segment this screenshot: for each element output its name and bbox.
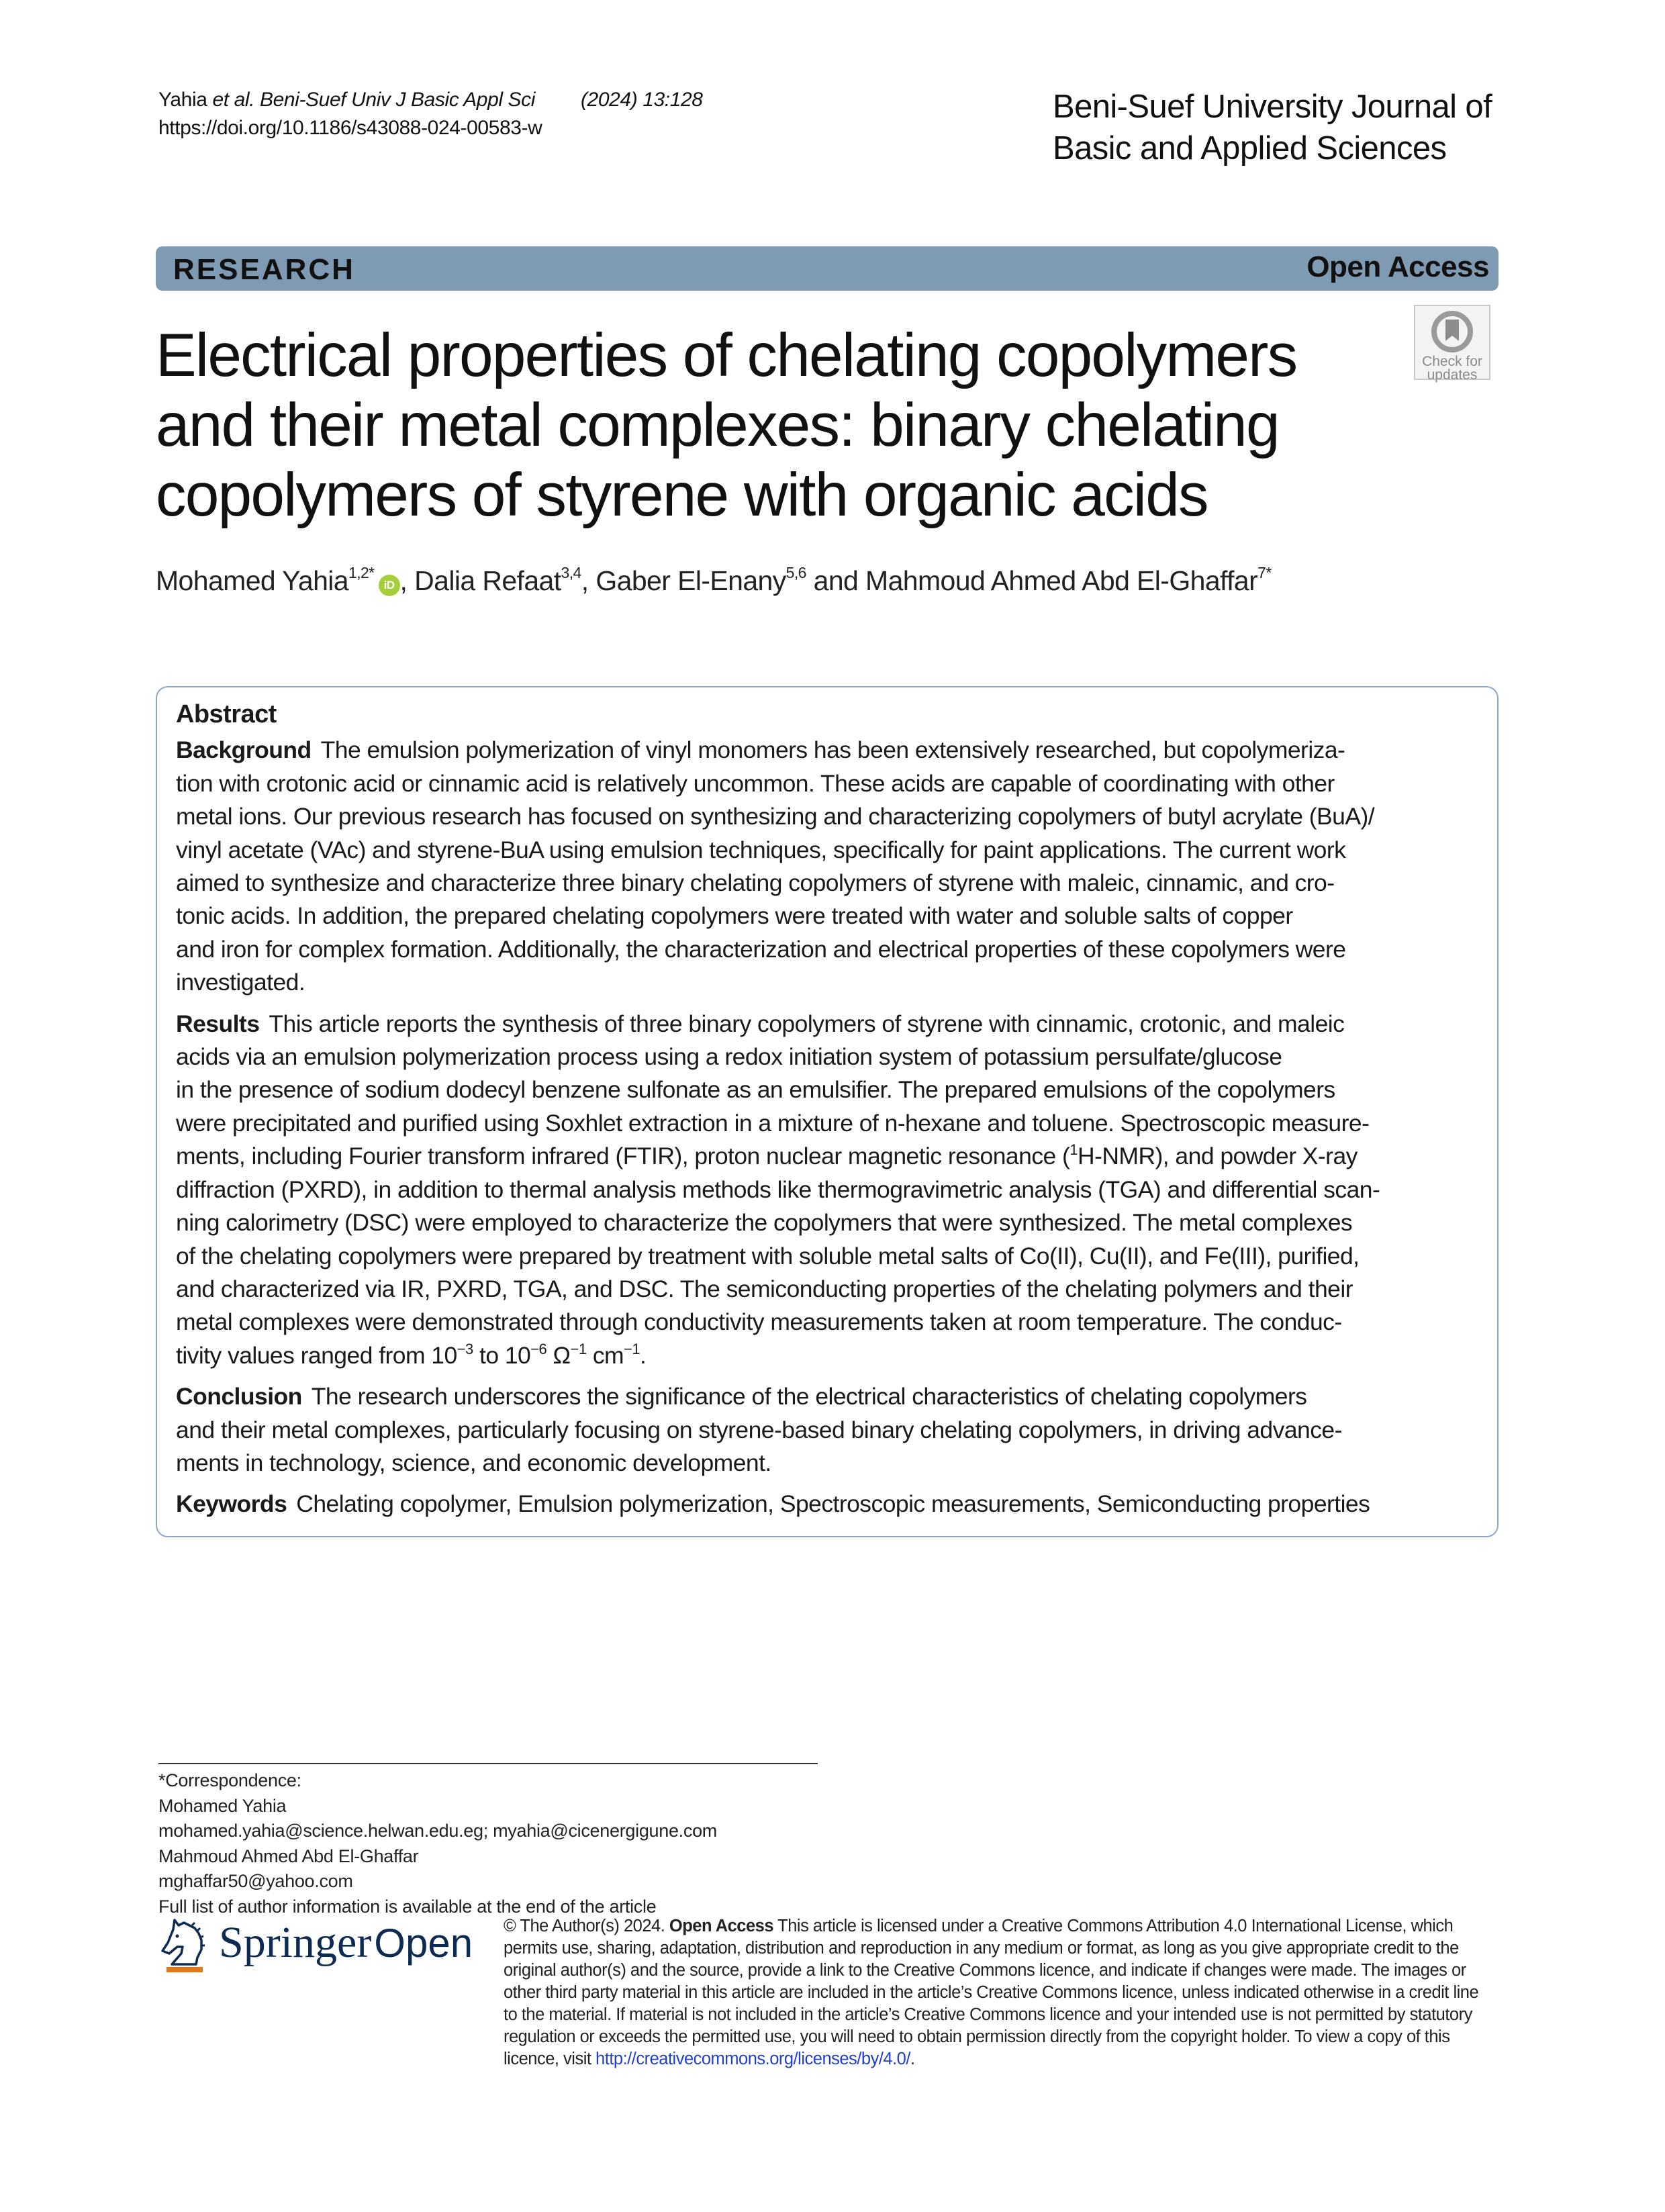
correspondent-email[interactable]: mghaffar50@yahoo.com (158, 1871, 353, 1891)
footnote-divider (158, 1763, 818, 1764)
text-line: and iron for complex formation. Additionally, the characterization and electrical properties of these copolymers were (176, 935, 1346, 963)
section-label: Keywords (176, 1490, 287, 1518)
text-span: This article reports the synthesis of three binary copolymers of styrene with cinnamic, crotonic, and maleic (269, 1010, 1345, 1037)
abstract-heading: Abstract (176, 700, 277, 728)
journal-name-line1: Beni-Suef University Journal of (1053, 89, 1492, 125)
superscript: −6 (530, 1340, 547, 1357)
separator: , (399, 565, 415, 596)
text-line: were precipitated and purified using Soxhlet extraction in a mixture of n-hexane and toluene. Spectroscopic measure- (176, 1109, 1370, 1137)
orcid-icon[interactable]: iD (379, 575, 400, 596)
license-line: to the material. If material is not included in the article’s Creative Commons licence and your intended use is not permitted by statutory (504, 2005, 1472, 2024)
license-text: This article is licensed under a Creative Commons Attribution 4.0 International License, which (777, 1917, 1454, 1935)
crossmark-icon (1431, 310, 1474, 353)
author-name[interactable]: Dalia Refaat (414, 565, 561, 596)
author-name[interactable]: Gaber El-Enany (596, 565, 786, 596)
superscript: −1 (570, 1340, 587, 1357)
journal-name (1053, 86, 1523, 169)
superscript: 1 (1069, 1141, 1078, 1159)
text-line (176, 1008, 1478, 1041)
citation-volume: (2024) 13:128 (580, 89, 703, 111)
text-line: investigated. (176, 969, 305, 996)
text-line (176, 1380, 1478, 1413)
text-span: ments, including Fourier transform infrared (FTIR), proton nuclear magnetic resonance ( (176, 1143, 1070, 1170)
license-line: permits use, sharing, adaptation, distribution and reproduction in any medium or format, as long as you give appropriate credit to the (504, 1939, 1459, 1958)
publisher-name: Springer (219, 1918, 372, 1967)
abstract-conclusion (176, 1380, 1478, 1480)
text-line: and their metal complexes, particularly focusing on styrene-based binary chelating copolymers, in driving advance- (176, 1416, 1342, 1443)
superscript: −1 (624, 1340, 640, 1357)
abstract-results (176, 1008, 1478, 1372)
text-span: tivity values ranged from 10 (176, 1341, 457, 1369)
text-line: diffraction (PXRD), in addition to thermal analysis methods like thermogravimetric analysis (TGA) and differential scan- (176, 1175, 1380, 1203)
open-access-label: Open Access (1306, 250, 1489, 283)
text-span: to 10 (473, 1341, 531, 1369)
author-affiliation: 3,4 (561, 564, 581, 581)
license-line: original author(s) and the source, provide a link to the Creative Commons licence, and indicate if changes were made. The images or (504, 1961, 1466, 1980)
citation-header (158, 86, 703, 142)
separator: and (806, 565, 866, 596)
title-line: Electrical properties of chelating copolymers (156, 322, 1297, 389)
separator: , (581, 565, 596, 596)
author-affiliation: 5,6 (786, 564, 806, 581)
text-span: H-NMR), and powder X-ray (1077, 1143, 1358, 1170)
superscript: −3 (457, 1340, 473, 1357)
abstract-content (176, 698, 1478, 1529)
license-text: . (910, 2050, 915, 2068)
author-list (156, 565, 1272, 597)
text-line: of the chelating copolymers were prepared by treatment with soluble metal salts of Co(II), Cu(II), and Fe(III), purified, (176, 1242, 1360, 1269)
article-type-label: RESEARCH (173, 253, 355, 286)
text-line: vinyl acetate (VAc) and styrene-BuA using emulsion techniques, specifically for paint applications. The current work (176, 836, 1346, 863)
text-line: in the presence of sodium dodecyl benzene sulfonate as an emulsifier. The prepared emulsions of the copolymers (176, 1076, 1335, 1104)
doi-link[interactable]: https://doi.org/10.1186/s43088-024-00583-w (158, 117, 542, 139)
springer-open-logo (158, 1916, 474, 1972)
section-label: Background (176, 736, 312, 764)
license-text: licence, visit (504, 2050, 596, 2068)
text-line: tonic acids. In addition, the prepared chelating copolymers were treated with water and soluble salts of copper (176, 902, 1293, 930)
check-for-updates-button[interactable] (1414, 305, 1490, 383)
title-line: copolymers of styrene with organic acids (156, 461, 1208, 529)
springer-wordmark (219, 1917, 473, 1968)
text-line: tion with crotonic acid or cinnamic acid is relatively uncommon. These acids are capable of coordinating with other (176, 769, 1335, 797)
text-line (176, 1339, 1478, 1372)
copyright-text: © The Author(s) 2024. (504, 1917, 665, 1935)
abstract-box (156, 686, 1498, 1537)
text-span: The research underscores the significance of the electrical characteristics of chelating copolymers (311, 1383, 1307, 1410)
text-line: acids via an emulsion polymerization process using a redox initiation system of potassium persulfate/glucose (176, 1043, 1282, 1071)
abstract-keywords (176, 1488, 1478, 1521)
citation-line (158, 86, 703, 114)
license-line (504, 1915, 1497, 1937)
publisher-suffix: Open (374, 1921, 473, 1966)
text-line: ning calorimetry (DSC) were employed to characterize the copolymers that were synthesized. The metal complexes (176, 1209, 1353, 1237)
springer-horse-icon (158, 1916, 212, 1967)
springer-accent-bar (166, 1967, 203, 1972)
correspondent-name: Mahmoud Ahmed Abd El-Ghaffar (158, 1845, 419, 1866)
correspondent-email[interactable]: mohamed.yahia@science.helwan.edu.eg; myahia@cicenergigune.com (158, 1821, 717, 1841)
text-line: metal complexes were demonstrated through conductivity measurements taken at room temperature. The conduc- (176, 1308, 1342, 1336)
text-line: and characterized via IR, PXRD, TGA, and DSC. The semiconducting properties of the chelating polymers and their (176, 1275, 1353, 1302)
correspondent-name: Mohamed Yahia (158, 1795, 287, 1816)
check-updates-line2: updates (1427, 367, 1478, 383)
license-line: other third party material in this article are included in the article’s Creative Commons licence, unless indicated otherwise in a credit line (504, 1983, 1479, 2002)
text-line: metal ions. Our previous research has focused on synthesizing and characterizing copolymers of butyl acrylate (BuA)/ (176, 803, 1375, 830)
title-line: and their metal complexes: binary chelating (156, 391, 1279, 459)
abstract-background (176, 734, 1478, 999)
article-type-banner (156, 246, 1498, 291)
text-line: ments in technology, science, and economic development. (176, 1449, 771, 1476)
text-line: aimed to synthesize and characterize three binary chelating copolymers of styrene with maleic, cinnamic, and cro- (176, 869, 1335, 897)
license-notice (504, 1915, 1497, 2070)
text-span: The emulsion polymerization of vinyl monomers has been extensively researched, but copolymeriza- (320, 736, 1345, 764)
keywords-text: Chelating copolymer, Emulsion polymerization, Spectroscopic measurements, Semiconducting properties (296, 1490, 1370, 1518)
citation-journal: et al. Beni-Suef Univ J Basic Appl Sci (212, 89, 536, 111)
check-for-updates-text (1415, 355, 1489, 382)
text-span: Ω (546, 1341, 571, 1369)
author-name[interactable]: Mohamed Yahia (156, 565, 348, 596)
text-span: . (640, 1341, 647, 1369)
author-name[interactable]: Mahmoud Ahmed Abd El-Ghaffar (865, 565, 1258, 596)
check-updates-line1: Check for (1422, 354, 1482, 369)
citation-author: Yahia (158, 89, 207, 111)
section-label: Conclusion (176, 1383, 302, 1410)
article-title (156, 321, 1418, 530)
license-line: regulation or exceeds the permitted use, you will need to obtain permission directly from the copyright holder. To view a copy of this (504, 2027, 1450, 2046)
author-affiliation: 1,2* (348, 564, 375, 581)
text-line (176, 1488, 1478, 1521)
text-line (176, 1140, 1478, 1173)
section-label: Results (176, 1010, 260, 1037)
author-info-note: Full list of author information is available at the end of the article (158, 1896, 657, 1917)
license-line (504, 2048, 1497, 2070)
correspondence-block (158, 1768, 717, 1919)
author-affiliation: 7* (1257, 564, 1272, 581)
open-access-label: Open Access (669, 1917, 774, 1935)
correspondence-heading: *Correspondence: (158, 1770, 301, 1790)
license-link[interactable]: http://creativecommons.org/licenses/by/4.0/ (596, 2050, 910, 2068)
text-span: cm (586, 1341, 624, 1369)
journal-name-line2: Basic and Applied Sciences (1053, 130, 1447, 166)
text-line (176, 734, 1478, 767)
